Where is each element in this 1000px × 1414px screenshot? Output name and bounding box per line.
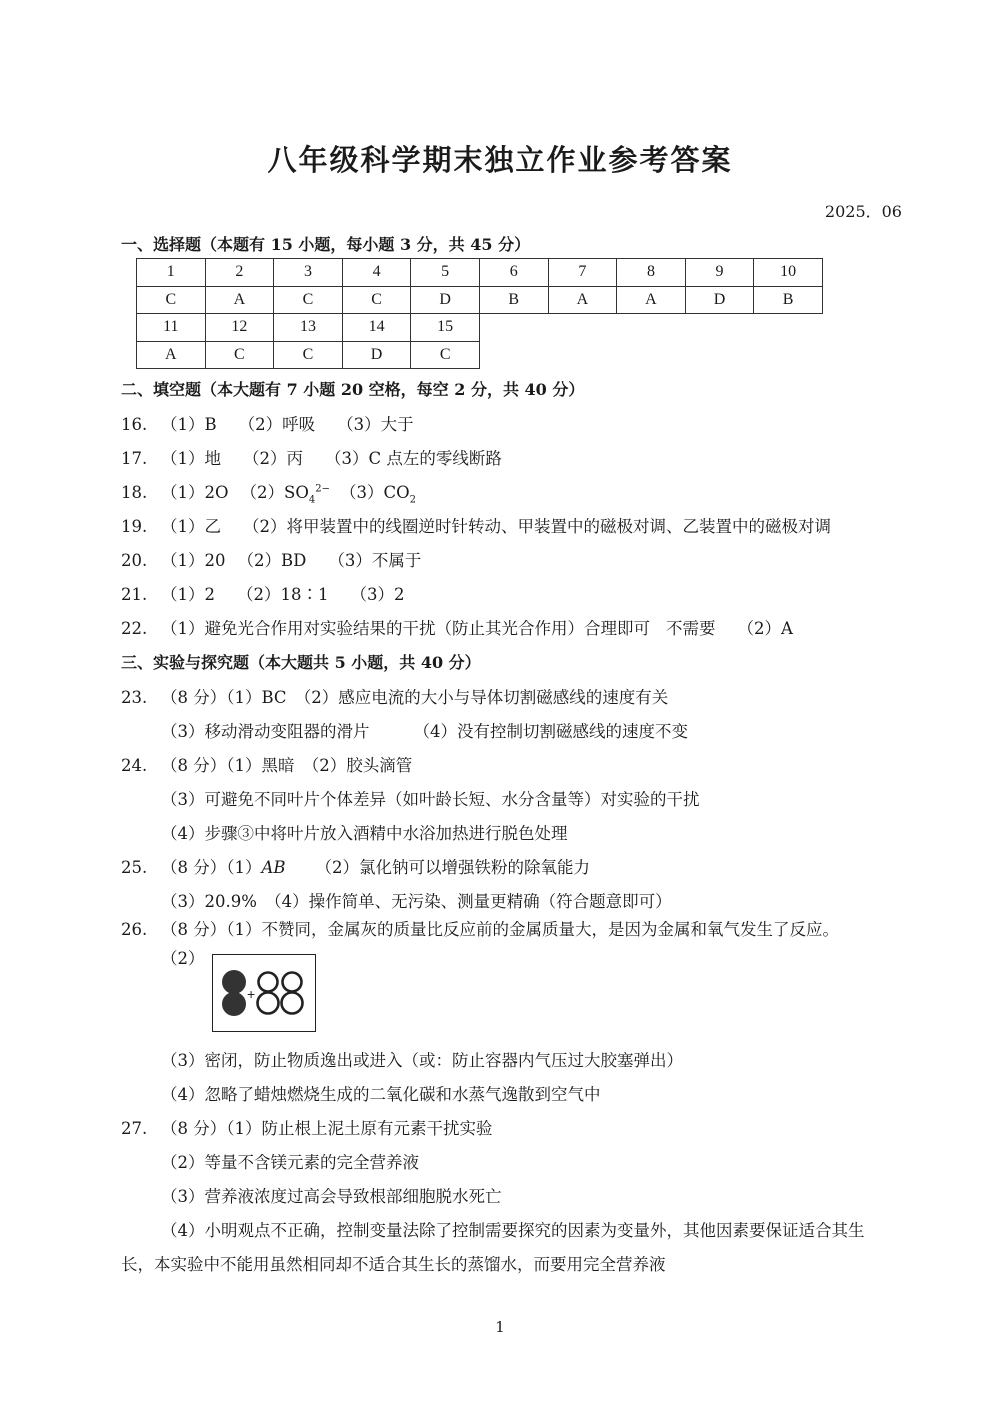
question-number: 16. [121, 415, 148, 434]
answer-line-25 [121, 854, 590, 878]
answer-line-21 [121, 581, 405, 605]
answer-line-23 [121, 684, 668, 708]
question-number: 21. [121, 585, 148, 604]
answer-part: （1）2 [161, 585, 215, 604]
table-cell: A [137, 341, 206, 369]
answer-part: （2）A [737, 619, 793, 638]
question-number: 17. [121, 449, 148, 468]
answer-line-27-5: 长，本实验中不能用虽然相同却不适合其生长的蒸馏水，而要用完全营养液 [121, 1255, 666, 1274]
table-cell: 5 [411, 259, 480, 287]
answer-part: （1）2O [161, 483, 229, 502]
table-cell-empty [617, 314, 686, 342]
answer-part: （2）将甲装置中的线圈逆时针转动、甲装置中的磁极对调、乙装置中的磁极对调 [243, 517, 831, 536]
page-number: 1 [495, 1318, 505, 1336]
table-cell-empty [685, 314, 754, 342]
answer-line-24-3: （4）步骤③中将叶片放入酒精中水浴加热进行脱色处理 [161, 824, 568, 843]
table-cell: B [754, 286, 823, 314]
table-cell-empty [617, 341, 686, 369]
answer-part: （1）地 [161, 449, 221, 468]
answer-part: （8 分）（1）黑暗 （2）胶头滴管 [161, 756, 413, 775]
table-cell: C [274, 286, 343, 314]
answer-line-26-2: （2） [161, 949, 205, 968]
answer-line-26 [121, 916, 839, 940]
answer-line-26-4: （4）忽略了蜡烛燃烧生成的二氧化碳和水蒸气逸散到空气中 [161, 1085, 601, 1104]
answer-part: （3）大于 [337, 415, 414, 434]
answer-part: （4）没有控制切割磁感线的速度不变 [413, 722, 688, 741]
table-cell-empty [479, 341, 548, 369]
answer-part: （3）移动滑动变阻器的滑片 [161, 722, 370, 741]
table-cell: 1 [137, 259, 206, 287]
answer-line-24 [121, 752, 412, 776]
question-number: 25. [121, 858, 148, 877]
answer-part: （3）C 点左的零线断路 [325, 449, 502, 468]
question-number: 24. [121, 756, 148, 775]
answer-line-22 [121, 615, 793, 639]
table-cell: C [205, 341, 274, 369]
answer-part: （3）不属于 [328, 551, 422, 570]
question-number: 18. [121, 483, 148, 502]
particle-model-icon [213, 955, 314, 1030]
answer-line-24-2: （3）可避免不同叶片个体差异（如叶龄长短、水分含量等）对实验的干扰 [161, 790, 700, 809]
table-cell-empty [479, 314, 548, 342]
answer-part: （2）18∶1 [237, 585, 329, 604]
page-title: 八年级科学期末独立作业参考答案 [267, 143, 733, 177]
table-cell: 6 [479, 259, 548, 287]
table-cell: D [342, 341, 411, 369]
answer-part: （2）BD [237, 551, 307, 570]
table-cell: A [617, 286, 686, 314]
answer-part: （3）CO [340, 483, 410, 502]
answer-line-27 [121, 1115, 493, 1139]
table-row [137, 314, 823, 342]
answer-part: （2）丙 [243, 449, 303, 468]
subscript: 4 [308, 494, 316, 506]
table-cell: 13 [274, 314, 343, 342]
answer-part: （8 分）（1）BC （2）感应电流的大小与导体切割磁感线的速度有关 [161, 688, 669, 707]
table-cell-empty [548, 341, 617, 369]
table-cell: C [411, 341, 480, 369]
table-row [137, 286, 823, 314]
table-cell-empty [754, 341, 823, 369]
section-fill-heading: 二、填空题（本大题有 7 小题 20 空格，每空 2 分，共 40 分） [121, 380, 585, 399]
table-cell: D [685, 286, 754, 314]
table-cell: 12 [205, 314, 274, 342]
table-cell: 7 [548, 259, 617, 287]
section-choice-heading: 一、选择题（本题有 15 小题，每小题 3 分，共 45 分） [121, 235, 531, 254]
table-cell: B [479, 286, 548, 314]
answer-line-17 [121, 445, 502, 469]
table-cell: 11 [137, 314, 206, 342]
answer-line-27-2: （2）等量不含镁元素的完全营养液 [161, 1153, 419, 1172]
answer-part: （8 分）（1）不赞同，金属灰的质量比反应前的金属质量大，是因为金属和氧气发生了反应。 [161, 920, 839, 939]
answer-line-19 [121, 513, 831, 537]
date: 2025．06 [824, 202, 902, 221]
answer-line-25-2: （3）20.9% （4）操作简单、无污染、测量更精确（符合题意即可） [161, 892, 672, 911]
answer-line-27-4: （4）小明观点不正确，控制变量法除了控制需要探究的因素为变量外，其他因素要保证适合其生 [161, 1221, 865, 1240]
question-number: 20. [121, 551, 148, 570]
table-cell-empty [548, 314, 617, 342]
superscript: 2− [315, 483, 330, 495]
answer-line-20 [121, 547, 421, 571]
answer-part: （3）2 [350, 585, 405, 604]
question-number: 19. [121, 517, 148, 536]
table-cell: C [137, 286, 206, 314]
answer-part: （1）B [161, 415, 217, 434]
table-cell: C [274, 341, 343, 369]
particle-model-figure [212, 954, 316, 1032]
table-cell: 10 [754, 259, 823, 287]
table-cell: 4 [342, 259, 411, 287]
table-cell: 14 [342, 314, 411, 342]
answer-part: （8 分）（1） [161, 858, 262, 877]
subscript: 2 [409, 494, 417, 506]
answer-part: （2）呼吸 [238, 415, 316, 434]
table-cell: 8 [617, 259, 686, 287]
answer-line-23-2 [161, 718, 688, 742]
plus-sign: + [247, 986, 256, 1002]
answer-table [136, 258, 823, 369]
table-row [137, 341, 823, 369]
answer-part: （8 分）（1）防止根上泥土原有元素干扰实验 [161, 1119, 493, 1138]
answer-line-26-3: （3）密闭，防止物质逸出或进入（或：防止容器内气压过大胶塞弹出） [161, 1051, 683, 1070]
answer-line-16 [121, 411, 414, 435]
question-number: 26. [121, 920, 148, 939]
table-cell: 15 [411, 314, 480, 342]
table-cell: 2 [205, 259, 274, 287]
answer-part-italic: AB [261, 858, 286, 877]
question-number: 27. [121, 1119, 148, 1138]
section-experiment-heading: 三、实验与探究题（本大题共 5 小题，共 40 分） [121, 653, 481, 672]
table-cell-empty [685, 341, 754, 369]
table-row [137, 259, 823, 287]
answer-part: （1）20 [161, 551, 226, 570]
answer-part: （2）氯化钠可以增强铁粉的除氧能力 [315, 858, 591, 877]
table-cell-empty [754, 314, 823, 342]
question-number: 23. [121, 688, 148, 707]
table-cell: 9 [685, 259, 754, 287]
answer-part: （1）乙 [161, 517, 221, 536]
table-cell: C [342, 286, 411, 314]
answer-part: （1）避免光合作用对实验结果的干扰（防止其光合作用）合理即可 [161, 619, 650, 638]
answer-line-27-3: （3）营养液浓度过高会导致根部细胞脱水死亡 [161, 1187, 502, 1206]
table-cell: 3 [274, 259, 343, 287]
table-cell: A [548, 286, 617, 314]
answer-part: （2）SO [240, 483, 309, 502]
table-cell: A [205, 286, 274, 314]
answer-line-18 [121, 479, 416, 505]
table-cell: D [411, 286, 480, 314]
answer-part: 不需要 [666, 619, 716, 638]
question-number: 22. [121, 619, 148, 638]
